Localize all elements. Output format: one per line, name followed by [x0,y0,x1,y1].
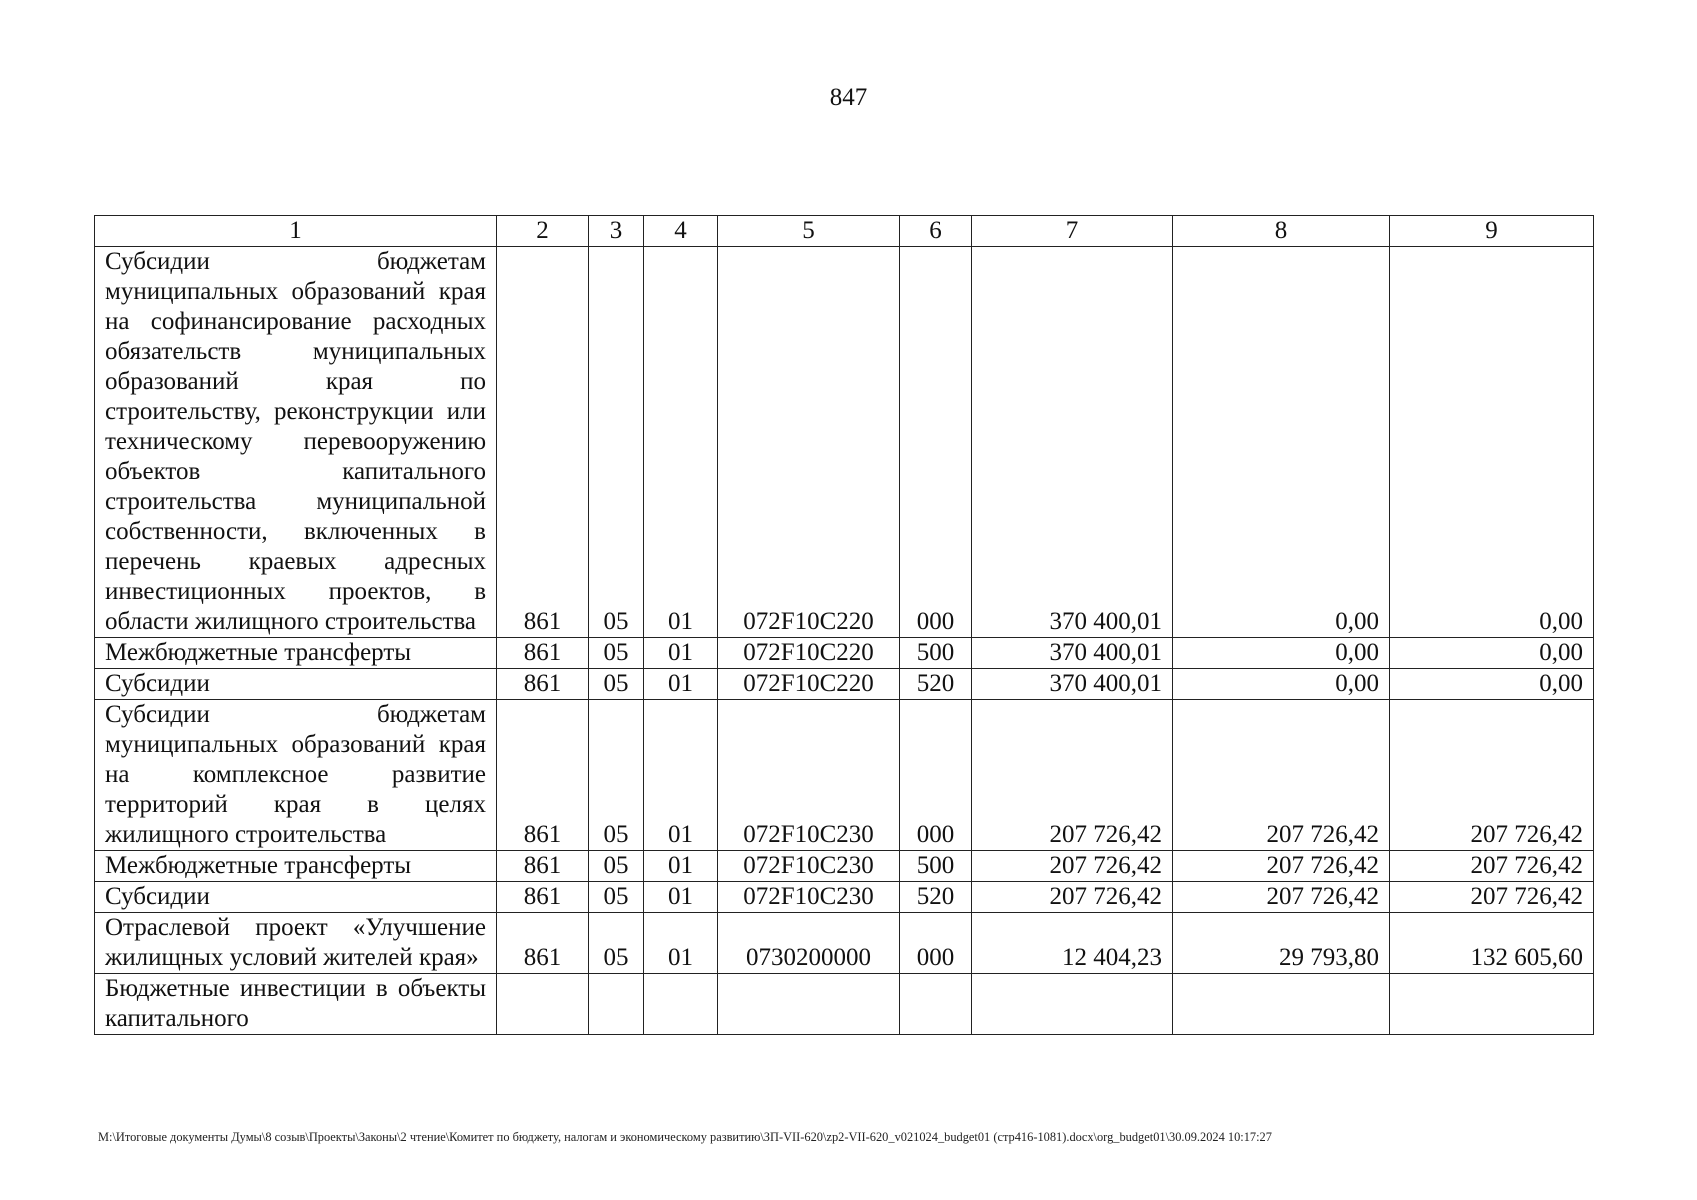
amount-col7-cell: 12 404,23 [972,913,1173,974]
admin-code-cell: 861 [497,913,589,974]
expense-type-cell: 500 [900,638,972,669]
section-cell: 05 [589,700,644,851]
expense-type-cell: 500 [900,851,972,882]
section-cell: 05 [589,638,644,669]
expense-type-cell: 000 [900,700,972,851]
header-row [95,216,1594,247]
admin-code-cell: 861 [497,247,589,638]
table-row [95,913,1594,974]
header-cell: 6 [900,216,972,247]
header-cell: 9 [1390,216,1594,247]
admin-code-cell: 861 [497,669,589,700]
subsection-cell: 01 [644,700,718,851]
admin-code-cell: 861 [497,638,589,669]
amount-col7-cell: 370 400,01 [972,669,1173,700]
section-cell: 05 [589,247,644,638]
amount-col7-cell: 370 400,01 [972,247,1173,638]
row-description: Субсидии бюджетам муниципальных образований края на комплексное развитие территорий края в целях жилищного строительства [95,700,497,851]
page-number: 847 [829,84,868,111]
header-cell: 4 [644,216,718,247]
amount-col7-cell: 207 726,42 [972,851,1173,882]
amount-col9-cell: 132 605,60 [1390,913,1594,974]
budget-table [94,215,1594,1035]
row-description: Субсидии бюджетам муниципальных образований края на софинансирование расходных обязательств муниципальных образований края по строительству, реконструкции или техническому перевооружению объектов капитального строительства муниципальной собственности, включенных в перечень краевых адресных инвестиционных проектов, в области жилищного строительства [95,247,497,638]
subsection-cell: 01 [644,669,718,700]
header-cell: 3 [589,216,644,247]
expense-type-cell: 520 [900,669,972,700]
target-article-cell: 072F10С220 [718,638,900,669]
row-description: Отраслевой проект «Улучшение жилищных условий жителей края» [95,913,497,974]
target-article-cell: 072F10С230 [718,851,900,882]
admin-code-cell: 861 [497,882,589,913]
document-path-footer: M:\Итоговые документы Думы\8 созыв\Проекты\Законы\2 чтение\Комитет по бюджету, налогам и экономическому развитию\ЗП-VII-620\zp2-VII-620_v021024_budget01 (стр416-1081).docx\org_budget01\30.09.2024 10:17:27 [98,1130,1272,1144]
table-row [95,700,1594,851]
amount-col8-cell: 0,00 [1173,669,1390,700]
row-description: Субсидии [95,669,497,700]
table-row [95,851,1594,882]
amount-col9-cell: 207 726,42 [1390,882,1594,913]
header-cell: 1 [95,216,497,247]
target-article-cell [718,974,900,1035]
target-article-cell: 072F10С220 [718,247,900,638]
amount-col8-cell: 0,00 [1173,638,1390,669]
admin-code-cell: 861 [497,851,589,882]
amount-col9-cell [1390,974,1594,1035]
amount-col8-cell: 207 726,42 [1173,851,1390,882]
amount-col7-cell: 370 400,01 [972,638,1173,669]
amount-col7-cell: 207 726,42 [972,882,1173,913]
row-description: Субсидии [95,882,497,913]
subsection-cell: 01 [644,851,718,882]
target-article-cell: 072F10С230 [718,700,900,851]
section-cell: 05 [589,882,644,913]
expense-type-cell [900,974,972,1035]
expense-type-cell: 000 [900,247,972,638]
header-cell: 7 [972,216,1173,247]
subsection-cell [644,974,718,1035]
table-row [95,638,1594,669]
amount-col7-cell [972,974,1173,1035]
amount-col8-cell: 207 726,42 [1173,882,1390,913]
admin-code-cell: 861 [497,700,589,851]
amount-col9-cell: 0,00 [1390,247,1594,638]
amount-col9-cell: 0,00 [1390,669,1594,700]
row-description: Бюджетные инвестиции в объекты капитального [95,974,497,1035]
subsection-cell: 01 [644,882,718,913]
amount-col9-cell: 0,00 [1390,638,1594,669]
section-cell: 05 [589,851,644,882]
expense-type-cell: 000 [900,913,972,974]
section-cell: 05 [589,669,644,700]
amount-col8-cell: 0,00 [1173,247,1390,638]
table-row [95,974,1594,1035]
row-description: Межбюджетные трансферты [95,851,497,882]
header-cell: 5 [718,216,900,247]
table-row [95,669,1594,700]
section-cell [589,974,644,1035]
subsection-cell: 01 [644,247,718,638]
section-cell: 05 [589,913,644,974]
subsection-cell: 01 [644,913,718,974]
header-cell: 2 [497,216,589,247]
amount-col8-cell: 29 793,80 [1173,913,1390,974]
subsection-cell: 01 [644,638,718,669]
amount-col8-cell [1173,974,1390,1035]
admin-code-cell [497,974,589,1035]
target-article-cell: 072F10С230 [718,882,900,913]
target-article-cell: 0730200000 [718,913,900,974]
table-row [95,247,1594,638]
amount-col7-cell: 207 726,42 [972,700,1173,851]
amount-col8-cell: 207 726,42 [1173,700,1390,851]
header-cell: 8 [1173,216,1390,247]
table-row [95,882,1594,913]
row-description: Межбюджетные трансферты [95,638,497,669]
target-article-cell: 072F10С220 [718,669,900,700]
expense-type-cell: 520 [900,882,972,913]
amount-col9-cell: 207 726,42 [1390,851,1594,882]
amount-col9-cell: 207 726,42 [1390,700,1594,851]
